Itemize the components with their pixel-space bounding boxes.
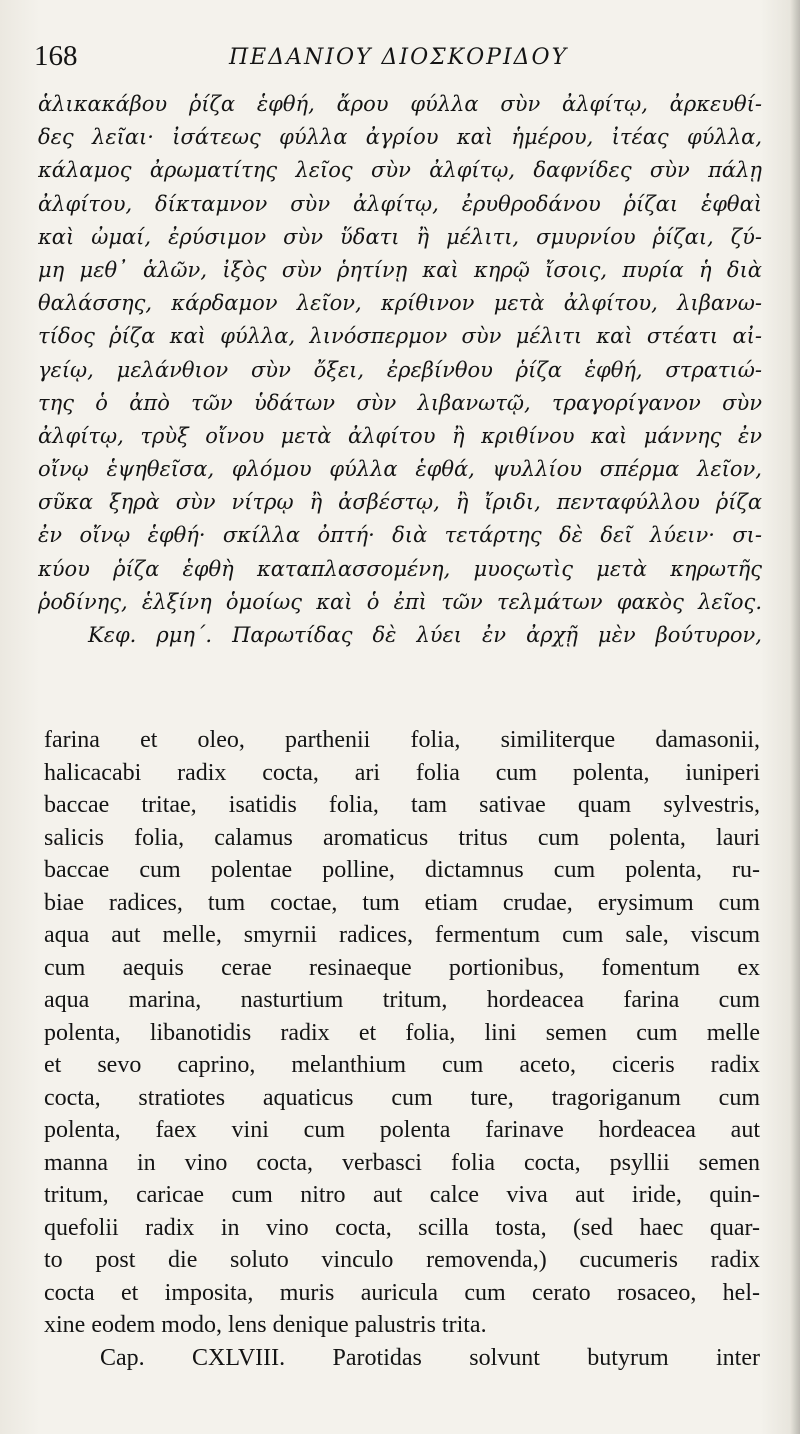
- greek-line: ἀλφίτῳ, τρὺξ οἴνου μετὰ ἀλφίτου ἢ κριθίνου καὶ μάννης ἐν: [38, 423, 762, 448]
- greek-line: οἴνῳ ἑψηθεῖσα, φλόμου φύλλα ἑφθά, ψυλλίου σπέρμα λεῖον,: [38, 457, 762, 482]
- greek-line: ῥοδίνης, ἑλξίνη ὁμοίως καὶ ὁ ἐπὶ τῶν τελμάτων φακὸς λεῖος.: [38, 589, 762, 614]
- latin-line: et sevo caprino, melanthium cum aceto, ciceris radix: [44, 1052, 760, 1078]
- latin-line: manna in vino cocta, verbasci folia cocta, psyllii semen: [44, 1149, 760, 1176]
- greek-line: θαλάσσης, κάρδαμον λεῖον, κρίθινον μετὰ ἀλφίτου, λιβανω-: [38, 291, 762, 316]
- running-head: ΠΕΔΑΝΙΟΥ ΔΙΟΣΚΟΡΙΔΟΥ: [229, 45, 569, 70]
- greek-line: ἀλφίτου, δίκταμνον σὺν ἀλφίτῳ, ἐρυθροδάνου ῥίζαι ἑφθαὶ: [38, 191, 762, 216]
- latin-line: halicacabi radix cocta, ari folia cum polenta, iuniperi: [44, 759, 760, 786]
- greek-line: ἐν οἴνῳ ἑφθή· σκίλλα ὀπτή· διὰ τετάρτης δὲ δεῖ λύειν· σι-: [38, 523, 762, 548]
- page-number: 168: [34, 40, 78, 72]
- greek-line: καὶ ὠμαί, ἐρύσιμον σὺν ὕδατι ἢ μέλιτι, σμυρνίου ῥίζαι, ζύ-: [38, 224, 762, 249]
- greek-line: τίδος ῥίζα καὶ φύλλα, λινόσπερμον σὺν μέλιτι καὶ στέατι αἰ-: [38, 324, 762, 349]
- page-edge-shadow: [790, 0, 800, 1434]
- greek-line: κύου ῥίζα ἑφθὴ καταπλασσομένη, μυοςωτὶς μετὰ κηρωτῆς: [38, 556, 762, 581]
- greek-line: της ὁ ἀπὸ τῶν ὑδάτων σὺν λιβανωτῷ, τραγορίγανον σὺν: [38, 390, 762, 415]
- latin-line: aqua marina, nasturtium tritum, hordeacea farina cum: [44, 987, 760, 1013]
- latin-line: salicis folia, calamus aromaticus tritus cum polenta, lauri: [44, 824, 760, 851]
- greek-line: κάλαμος ἀρωματίτης λεῖος σὺν ἀλφίτῳ, δαφνίδες σὺν πάλῃ: [38, 158, 762, 183]
- latin-line: cum aequis cerae resinaeque portionibus, fomentum ex: [44, 954, 760, 981]
- latin-line: tritum, caricae cum nitro aut calce viva aut iride, quin-: [44, 1182, 760, 1208]
- greek-text-block: [38, 88, 762, 652]
- latin-line: cocta, stratiotes aquaticus cum ture, tragoriganum cum: [44, 1084, 760, 1111]
- latin-line: xine eodem modo, lens denique palustris trita.: [44, 1312, 487, 1338]
- latin-chapter-heading-line: Cap. CXLVIII. Parotidas solvunt butyrum inter: [100, 1344, 760, 1371]
- latin-line: baccae tritae, isatidis folia, tam sativae quam sylvestris,: [44, 792, 760, 818]
- latin-line: quefolii radix in vino cocta, scilla tosta, (sed haec quar-: [44, 1214, 760, 1241]
- latin-line: biae radices, tum coctae, tum etiam crudae, erysimum cum: [44, 889, 760, 916]
- latin-line: farina et oleo, parthenii folia, similiterque damasonii,: [44, 727, 760, 753]
- greek-line: γείῳ, μελάνθιον σὺν ὄξει, ἐρεβίνθου ῥίζα ἑφθή, στρατιώ-: [38, 357, 762, 382]
- latin-text-block: [44, 724, 760, 1374]
- page-header: [34, 36, 764, 76]
- latin-line: to post die soluto vinculo removenda,) cucumeris radix: [44, 1247, 760, 1273]
- latin-line: polenta, libanotidis radix et folia, lini semen cum melle: [44, 1019, 760, 1046]
- greek-line: δες λεῖαι· ἰσάτεως φύλλα ἀγρίου καὶ ἡμέρου, ἰτέας φύλλα,: [38, 125, 762, 150]
- latin-line: cocta et imposita, muris auricula cum cerato rosaceo, hel-: [44, 1279, 760, 1306]
- greek-chapter-heading-line: Κεφ. ρμη΄. Παρωτίδας δὲ λύει ἐν ἀρχῇ μὲν βούτυρον,: [88, 623, 762, 647]
- latin-line: aqua aut melle, smyrnii radices, fermentum cum sale, viscum: [44, 922, 760, 948]
- latin-line: polenta, faex vini cum polenta farinave hordeacea aut: [44, 1117, 760, 1143]
- greek-line: σῦκα ξηρὰ σὺν νίτρῳ ἢ ἀσβέστῳ, ἢ ἴριδι, πενταφύλλου ῥίζα: [38, 490, 762, 515]
- greek-line: ἁλικακάβου ῥίζα ἑφθή, ἄρου φύλλα σὺν ἀλφίτῳ, ἀρκευθί-: [38, 92, 762, 116]
- greek-line: μη μεθ᾽ ἁλῶν, ἰξὸς σὺν ῥητίνῃ καὶ κηρῷ ἴσοις, πυρία ἡ διὰ: [38, 257, 762, 282]
- latin-line: baccae cum polentae polline, dictamnus cum polenta, ru-: [44, 857, 760, 883]
